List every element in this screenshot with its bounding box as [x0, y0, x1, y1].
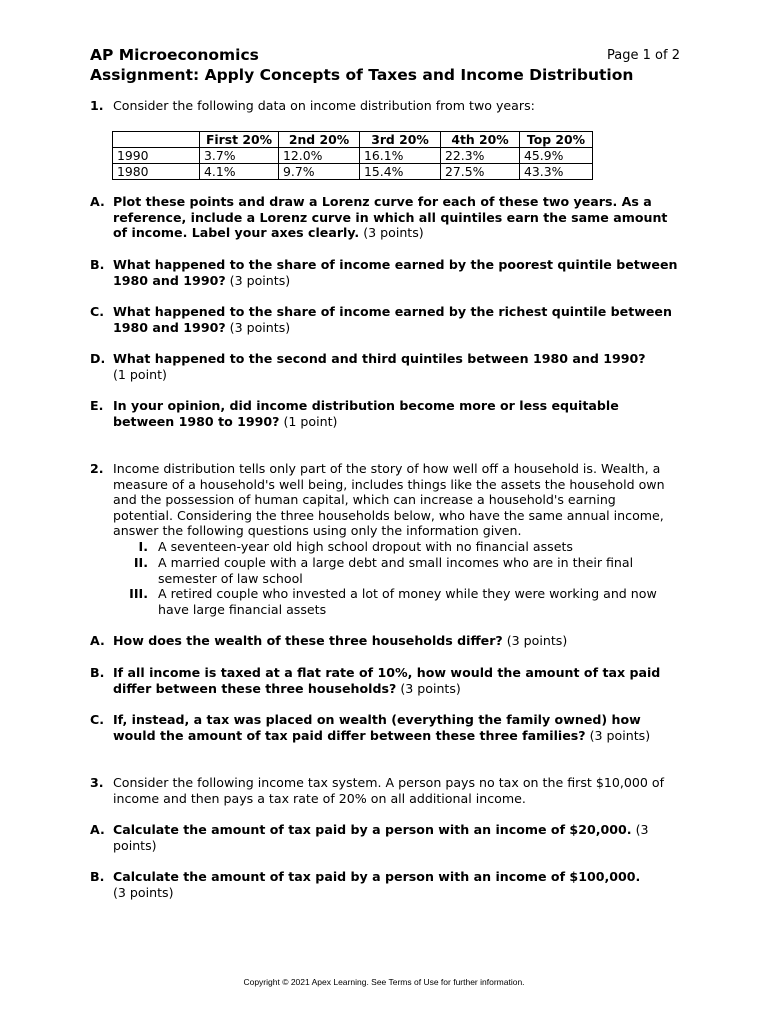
household-text: A seventeen-year old high school dropout with no financial assets	[158, 539, 573, 554]
part-letter: C.	[90, 712, 105, 727]
part-question: What happened to the second and third quintiles between 1980 and 1990?	[113, 351, 646, 366]
part-points: (3 points)	[225, 272, 291, 288]
question-text: Consider the following data on income distribution from two years:	[113, 98, 535, 113]
table-cell: 15.4%	[360, 164, 441, 180]
part-question: What happened to the share of income earned by the richest quintile between 1980 and 1990?	[113, 304, 672, 335]
table-header-row	[113, 132, 593, 148]
table-cell: 43.3%	[520, 164, 593, 180]
table-cell: 9.7%	[279, 164, 360, 180]
part-points: (3 points)	[225, 319, 291, 335]
course-title: AP Microeconomics	[90, 46, 259, 64]
table-cell: 16.1%	[360, 148, 441, 164]
household-ii	[112, 555, 678, 586]
part-letter: B.	[90, 869, 105, 884]
question-text: Income distribution tells only part of the story of how well off a household is. Wealth, a measure of a household's well being, includes things like the assets the household own and the possession of human capital, which can increase a household's earning potential. Considering the three households below, who have the same annual income, answer the following questions using only the information given.	[113, 461, 665, 539]
table-cell: 1980	[113, 164, 200, 180]
part-question: Plot these points and draw a Lorenz curve for each of these two years. As a reference, include a Lorenz curve in which all quintiles earn the same amount of income. Label your axes clearly.	[113, 194, 668, 241]
table-cell: 1990	[113, 148, 200, 164]
table-header: Top 20%	[520, 132, 593, 148]
household-iii	[112, 586, 678, 617]
part-letter: C.	[90, 304, 105, 319]
household-number: III.	[129, 586, 148, 601]
household-i	[112, 539, 678, 555]
household-text: A retired couple who invested a lot of money while they were working and now have large financial assets	[158, 586, 657, 617]
q1-part-e	[90, 398, 678, 429]
part-letter: B.	[90, 257, 105, 272]
table-header	[113, 132, 200, 148]
q1-part-c	[90, 304, 678, 335]
table-row	[113, 148, 593, 164]
part-question: In your opinion, did income distribution become more or less equitable between 1980 to 1990?	[113, 398, 619, 429]
part-question: If, instead, a tax was placed on wealth (everything the family owned) how would the amount of tax paid differ between these three families?	[113, 712, 641, 743]
q3-part-b	[90, 869, 678, 900]
part-question: If all income is taxed at a flat rate of 10%, how would the amount of tax paid differ between these three households?	[113, 665, 661, 696]
part-letter: A.	[90, 822, 105, 837]
q3-part-a	[90, 822, 678, 853]
table-cell: 45.9%	[520, 148, 593, 164]
part-points: (1 point)	[113, 366, 167, 382]
part-question: How does the wealth of these three households differ?	[113, 633, 503, 648]
table-cell: 27.5%	[441, 164, 520, 180]
part-points: (3 points)	[502, 633, 568, 648]
table-cell: 22.3%	[441, 148, 520, 164]
q2-part-c	[90, 712, 678, 743]
question-number: 1.	[90, 98, 104, 113]
household-number: II.	[133, 555, 148, 570]
table-cell: 3.7%	[200, 148, 279, 164]
table-header: First 20%	[200, 132, 279, 148]
q1-part-d	[90, 351, 678, 382]
part-letter: A.	[90, 633, 105, 648]
part-points: (3 points)	[585, 727, 651, 743]
copyright-footer: Copyright © 2021 Apex Learning. See Terms of Use for further information.	[243, 977, 525, 987]
q2-part-a	[90, 633, 678, 649]
table-cell: 4.1%	[200, 164, 279, 180]
table-row	[113, 164, 593, 180]
household-text: A married couple with a large debt and small incomes who are in their final semester of law school	[158, 555, 634, 586]
table-header: 4th 20%	[441, 132, 520, 148]
part-points: (3 points)	[113, 822, 649, 853]
page-number: Page 1 of 2	[607, 48, 680, 63]
part-letter: B.	[90, 665, 105, 680]
question-3-intro	[90, 775, 678, 806]
part-question: What happened to the share of income earned by the poorest quintile between 1980 and 1990?	[113, 257, 678, 288]
part-letter: A.	[90, 194, 105, 209]
income-distribution-table	[112, 131, 593, 180]
question-1-intro	[90, 98, 678, 114]
table-header: 2nd 20%	[279, 132, 360, 148]
part-letter: D.	[90, 351, 106, 366]
assignment-title: Assignment: Apply Concepts of Taxes and Income Distribution	[90, 66, 634, 84]
question-number: 3.	[90, 775, 104, 790]
part-points: (3 points)	[359, 225, 424, 241]
page-header	[90, 46, 680, 86]
part-points: (1 point)	[279, 413, 338, 429]
part-points: (3 points)	[396, 680, 461, 696]
household-number: I.	[138, 539, 148, 554]
q2-part-b	[90, 665, 678, 696]
table-cell: 12.0%	[279, 148, 360, 164]
part-question: Calculate the amount of tax paid by a person with an income of $20,000.	[113, 822, 632, 837]
part-points: (3 points)	[113, 884, 174, 900]
part-letter: E.	[90, 398, 104, 413]
table-header: 3rd 20%	[360, 132, 441, 148]
question-2-intro	[90, 461, 678, 539]
question-text: Consider the following income tax system. A person pays no tax on the first $10,000 of income and then pays a tax rate of 20% on all additional income.	[113, 775, 665, 806]
q1-part-a	[90, 194, 678, 241]
question-number: 2.	[90, 461, 104, 476]
q1-part-b	[90, 257, 678, 288]
part-question: Calculate the amount of tax paid by a person with an income of $100,000.	[113, 869, 641, 884]
